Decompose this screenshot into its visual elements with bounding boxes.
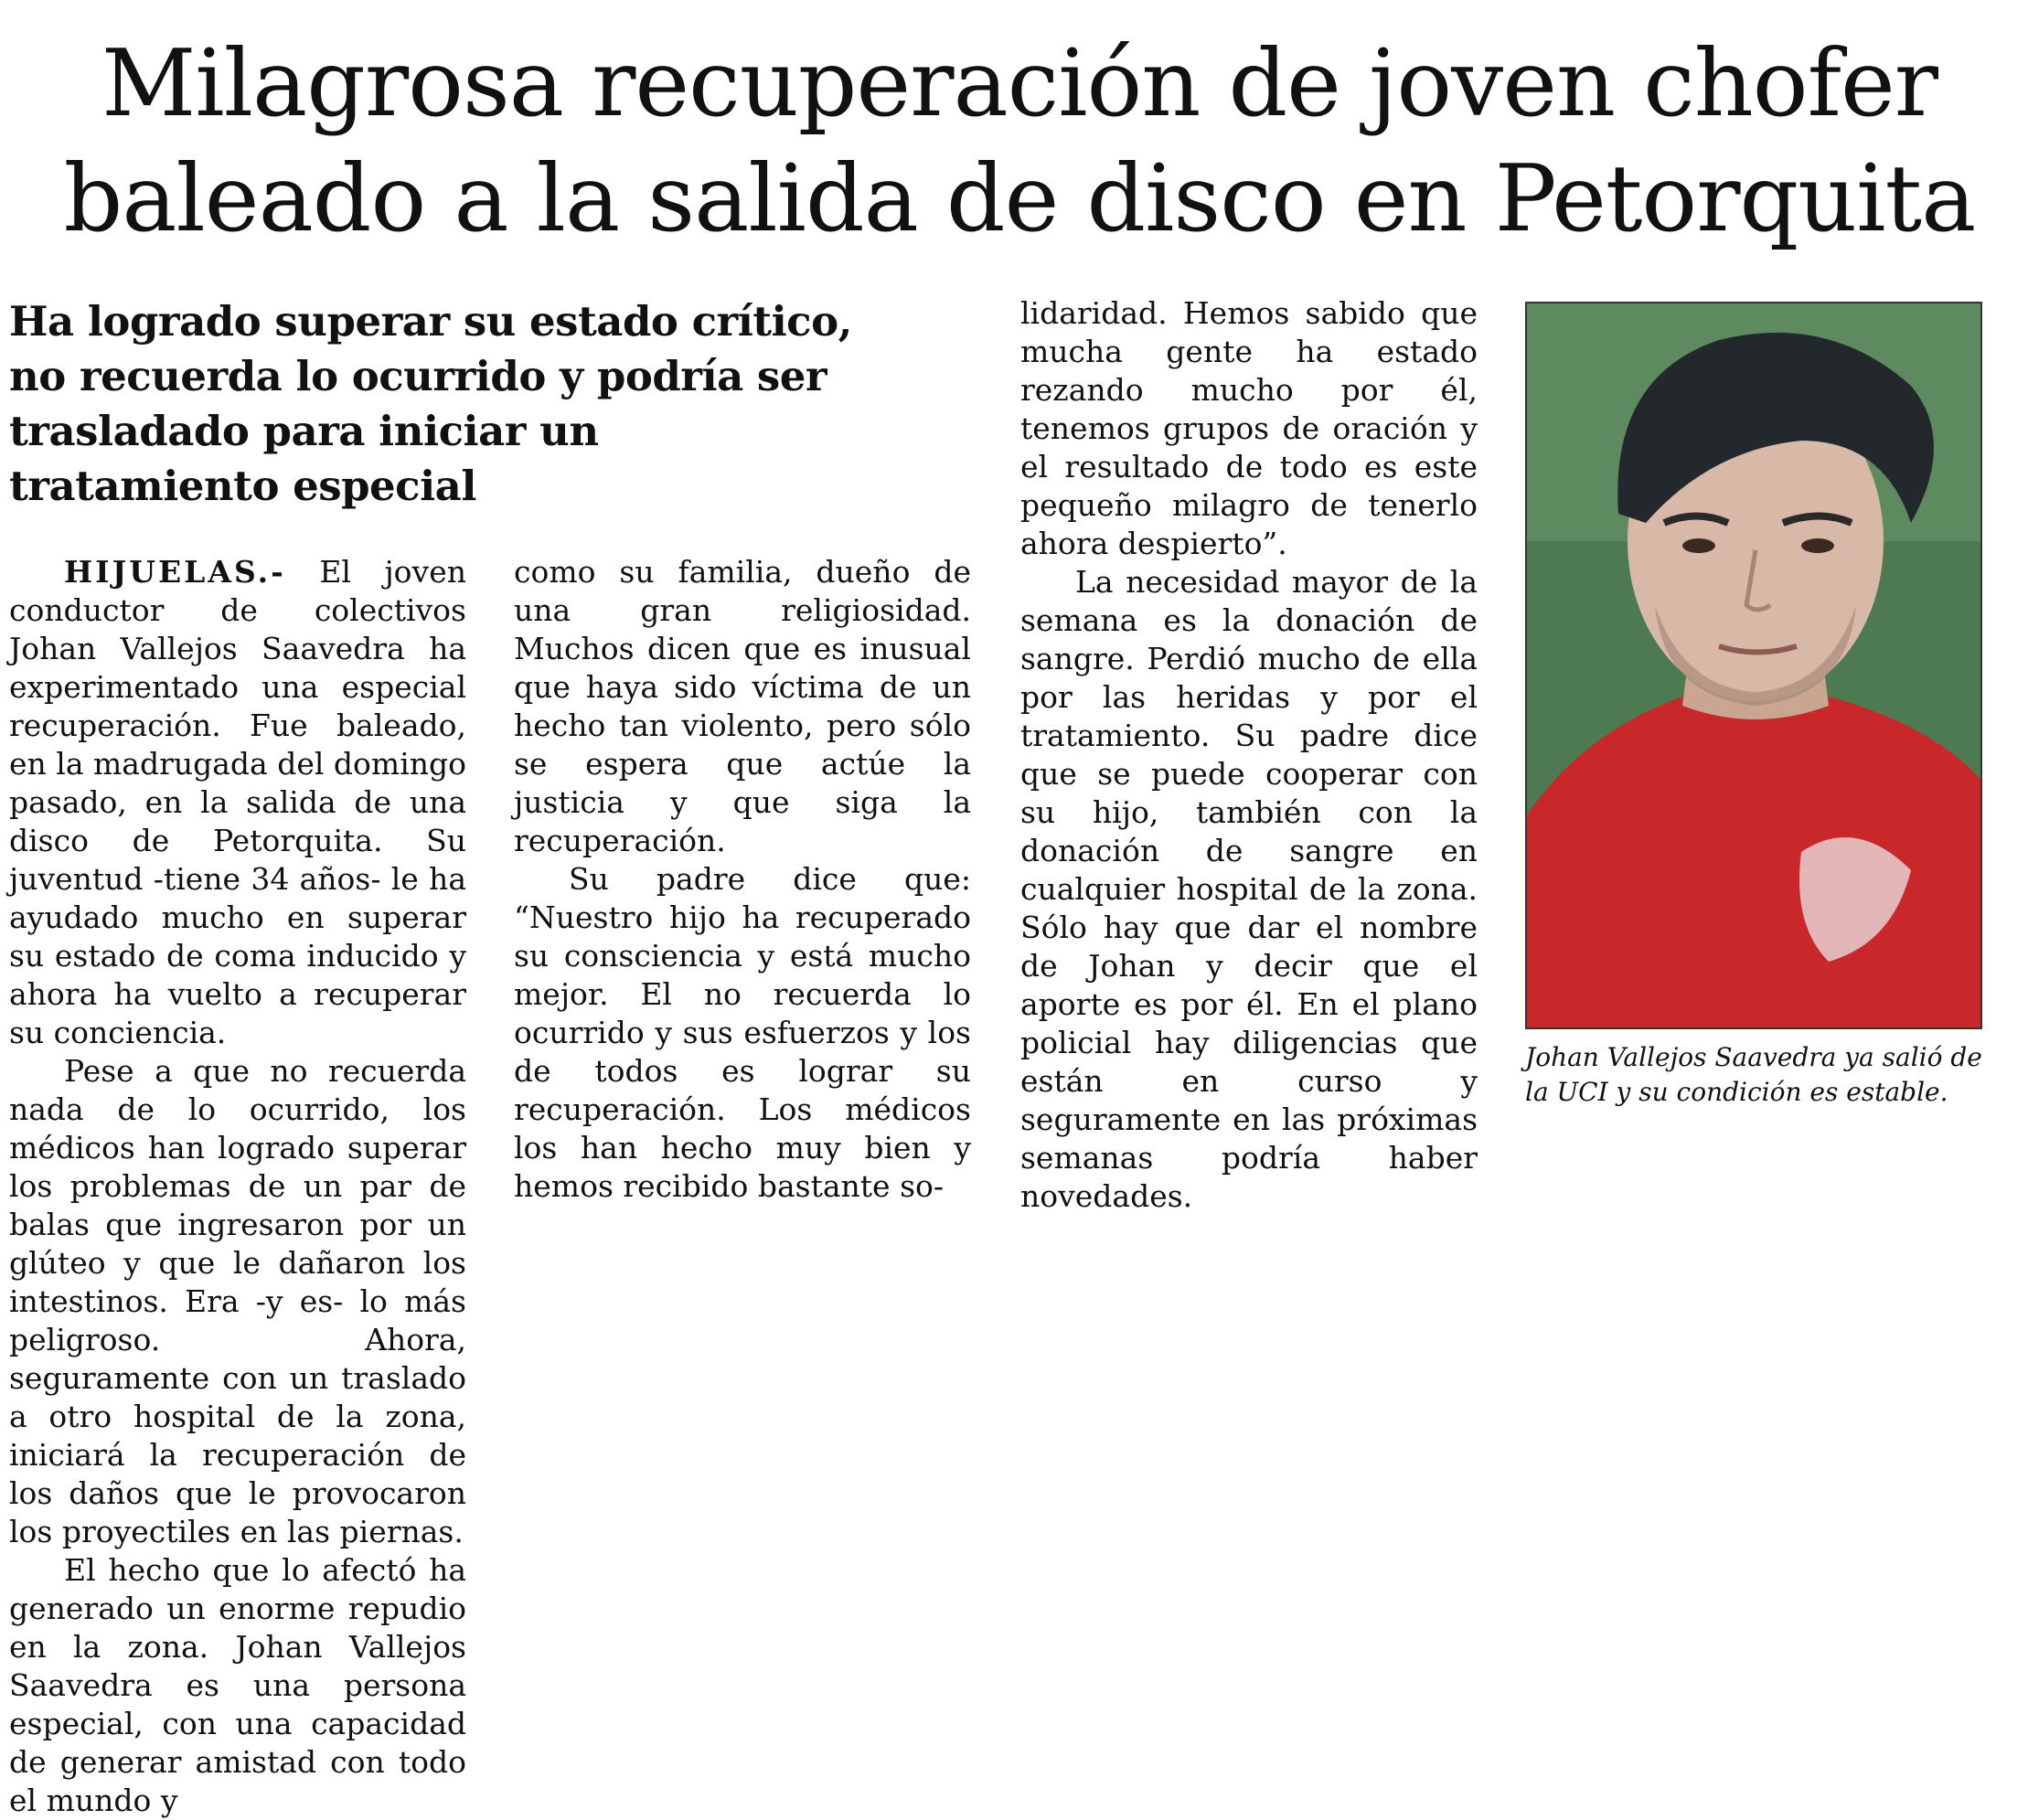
article-column-1 <box>9 553 466 1820</box>
left-eye <box>1682 538 1715 553</box>
article-paragraph: Pese a que no recuerda nada de lo ocurrido, los médicos han logrado superar los problemas de un par de balas que ingresaron por un glúteo y que le dañaron los intestinos. Era -y es- lo más peligroso. Ahora, seguramente con un traslado a otro hospital de la zona, iniciará la recuperación de los daños que le provocaron los proyectiles en las piernas. <box>9 1053 466 1549</box>
article-column-2 <box>514 553 971 1206</box>
article-paragraph-continued: como su familia, dueño de una gran religiosidad. Muchos dicen que es inusual que haya sido víctima de un hecho tan violento, pero sólo se espera que actúe la justicia y que siga la recuperación. <box>514 554 971 858</box>
right-eye <box>1801 538 1834 553</box>
portrait-illustration <box>1527 303 1980 1027</box>
article-column-3 <box>1020 294 1478 1216</box>
article-paragraph-continued: lidaridad. Hemos sabido que mucha gente ha estado rezando mucho por él, tenemos grupos de oración y el resultado de todo es este pequeño milagro de tenerlo ahora despierto”. <box>1020 295 1478 561</box>
red-shirt <box>1527 697 1980 1027</box>
headline-line-2: baleado a la salida de disco en Petorquita <box>63 144 1976 252</box>
article-paragraph: La necesidad mayor de la semana es la donación de sangre. Perdió mucho de ella por las heridas y por el tratamiento. Su padre dice que se puede cooperar con su hijo, también con la donación de sangre en cualquier hospital de la zona. Sólo hay que dar el nombre de Johan y decir que el aporte es por él. En el plano policial hay diligencias que están en curso y seguramente en las próximas semanas podría haber novedades. <box>1020 564 1478 1214</box>
headline-line-1: Milagrosa recuperación de joven chofer <box>101 29 1938 137</box>
article-paragraph: El hecho que lo afectó ha generado un enorme repudio en la zona. Johan Vallejos Saavedra es una persona especial, con una capacidad de generar amistad con todo el mundo y <box>9 1552 466 1818</box>
portrait-photo <box>1525 302 1982 1029</box>
headline <box>55 26 1984 256</box>
article-paragraph <box>9 553 466 1052</box>
subheadline: Ha logrado superar su estado crítico, no recuerda lo ocurrido y podría ser trasladado para iniciar un tratamiento especial <box>9 297 852 510</box>
article-paragraph: Su padre dice que: “Nuestro hijo ha recuperado su consciencia y está mucho mejor. El no recuerda lo ocurrido y sus esfuerzos y los de todos es lograr su recuperación. Los médicos los han hecho muy bien y hemos recibido bastante so- <box>514 861 971 1204</box>
paragraph-text: El joven conductor de colectivos Johan Vallejos Saavedra ha experimentado una especial recuperación. Fue baleado, en la madrugada del domingo pasado, en la salida de una disco de Petorquita. Su juventud -tiene 34 años- le ha ayudado mucho en superar su estado de coma inducido y ahora ha vuelto a recuperar su conciencia. <box>9 554 466 1050</box>
photo-caption: Johan Vallejos Saavedra ya salió de la UCI y su condición es estable. <box>1525 1042 1982 1107</box>
dateline: HIJUELAS.- <box>64 554 286 590</box>
